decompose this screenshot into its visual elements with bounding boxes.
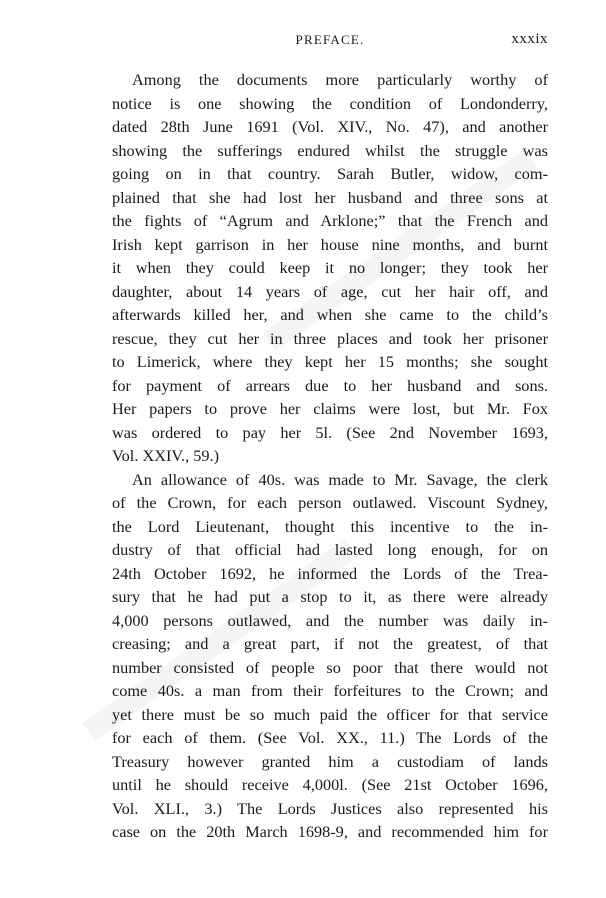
text-line: Her papers to prove her claims were lost, but Mr. Fox (112, 399, 548, 418)
text-line: of the Crown, for each person outlawed. Viscount Sydney, (112, 493, 548, 512)
text-line: creasing; and a great part, if not the greatest, of that (112, 634, 548, 653)
text-line: going on in that country. Sarah Butler, widow, com- (112, 164, 548, 183)
text-line: afterwards killed her, and when she came to the child’s (112, 305, 548, 324)
paragraph (112, 68, 548, 468)
text-line: dated 28th June 1691 (Vol. XIV., No. 47), and another (112, 117, 548, 136)
running-title: PREFACE. (295, 32, 365, 47)
text-line: Treasury however granted him a custodiam of lands (112, 751, 548, 771)
text-line: case on the 20th March 1698-9, and recommended him for (112, 822, 548, 841)
text-line: An allowance of 40s. was made to Mr. Savage, the clerk (132, 469, 548, 489)
text-line: 4,000 persons outlawed, and the number was daily in- (112, 610, 548, 630)
text-line: showing the sufferings endured whilst the struggle was (112, 140, 548, 160)
page-number: xxxix (511, 31, 548, 47)
text-line: daughter, about 14 years of age, cut her hair off, and (112, 281, 548, 301)
text-line: yet there must be so much paid the officer for that service (112, 704, 548, 724)
running-header (112, 32, 548, 54)
text-line: 24th October 1692, he informed the Lords of the Trea- (112, 563, 548, 583)
text-line: the fights of “Agrum and Arklone;” that the French and (112, 211, 548, 230)
body-text (112, 68, 548, 844)
text-line: was ordered to pay her 5l. (See 2nd November 1693, (112, 422, 548, 442)
text-line: Irish kept garrison in her house nine months, and burnt (112, 234, 548, 254)
text-line: Vol. XLI., 3.) The Lords Justices also represented his (112, 798, 548, 818)
text-line: Among the documents more particularly worthy of (132, 70, 548, 89)
text-line: it when they could keep it no longer; they took her (112, 258, 548, 277)
text-line: to Limerick, where they kept her 15 months; she sought (112, 352, 548, 371)
text-line: come 40s. a man from their forfeitures to the Crown; and (112, 681, 548, 700)
text-line: dustry of that official had lasted long enough, for on (112, 540, 548, 559)
text-line: until he should receive 4,000l. (See 21st October 1696, (112, 775, 548, 794)
text-line: plained that she had lost her husband and three sons at (112, 187, 548, 207)
text-line: number consisted of people so poor that there would not (112, 657, 548, 677)
text-line: notice is one showing the condition of Londonderry, (112, 93, 548, 113)
text-line: rescue, they cut her in three places and took her prisoner (112, 328, 548, 348)
text-line: Vol. XXIV., 59.) (112, 446, 220, 465)
paragraph (112, 468, 548, 844)
text-line: for each of them. (See Vol. XX., 11.) The Lords of the (112, 728, 548, 747)
text-line: sury that he had put a stop to it, as there were already (112, 587, 548, 606)
text-line: the Lord Lieutenant, thought this incentive to the in- (112, 516, 548, 536)
text-line: for payment of arrears due to her husband and sons. (112, 375, 548, 395)
